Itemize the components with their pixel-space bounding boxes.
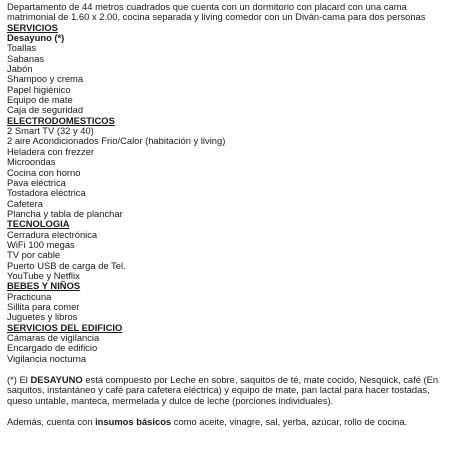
tecnologia-heading: TECNOLOGIA xyxy=(7,218,70,230)
list-item: Juguetes y libros xyxy=(7,311,78,323)
desayuno-footnote xyxy=(7,375,445,406)
list-item: Papel higiénico xyxy=(7,83,71,95)
list-item: 2 Smart TV (32 y 40) xyxy=(7,125,94,137)
list-item: Sabanas xyxy=(7,52,45,64)
list-item: TV por cable xyxy=(7,249,61,261)
list-item: YouTube y Netflix xyxy=(7,269,80,281)
insumos-prefix: Además, cuenta con xyxy=(7,416,96,428)
list-item: Vigilancia nocturna xyxy=(7,352,87,364)
list-item: Cerradura electrónica xyxy=(7,228,98,240)
list-item: Puerto USB de carga de Tel. xyxy=(7,259,126,271)
insumos-text: como aceite, vinagre, sal, yerba, azúcar, rollo de cocina. xyxy=(171,416,408,428)
insumos-paragraph xyxy=(7,417,445,427)
list-item: Plancha y tabla de planchar xyxy=(7,207,123,219)
document-body xyxy=(7,2,445,427)
electrodomesticos-heading: ELECTRODOMESTICOS xyxy=(7,114,115,126)
list-item: Cafetera xyxy=(7,197,43,209)
list-item: Pava eléctrica xyxy=(7,176,66,188)
list-item: Practicuna xyxy=(7,290,52,302)
list-item: Microondas xyxy=(7,156,56,168)
list-item: Heladera con frezzer xyxy=(7,145,95,157)
list-item: Cocina con horno xyxy=(7,166,81,178)
list-item: 2 aire Acondicionados Frio/Calor (habitación y living) xyxy=(7,135,226,147)
list-item: Caja de seguridad xyxy=(7,104,84,116)
footnote-keyword: DESAYUNO xyxy=(30,374,83,386)
insumos-keyword: insumos básicos xyxy=(95,416,172,428)
list-item: Shampoo y crema xyxy=(7,73,84,85)
intro-line-2: matrimonial de 1.60 x 2.00, cocina separada y living comedor con un Diván-cama para dos personas xyxy=(7,11,426,23)
edificio-heading: SERVICIOS DEL EDIFICIO xyxy=(7,321,123,333)
list-item: Sillita para comer xyxy=(7,300,80,312)
list-item: Toallas xyxy=(7,42,37,54)
footnote-prefix: (*) El xyxy=(7,374,31,386)
footnote-text: está compuesto por Leche en sobre, saquitos de té, mate cocido, Nesquick, café (En saquitos, instantáneo y café para cafetera eléctrica) y equipo de mate, pan lactal para hacer tostadas, queso untable, manteca, mermelada y dulce de leche (porciones individuales). xyxy=(7,374,439,406)
list-item: Equipo de mate xyxy=(7,94,73,106)
list-item: WiFi 100 megas xyxy=(7,238,75,250)
list-item: Tostadora eléctrica xyxy=(7,187,86,199)
bebes-heading: BEBES Y NIÑOS xyxy=(7,280,81,292)
desayuno-label: Desayuno (*) xyxy=(7,32,65,44)
intro-line-1: Departamento de 44 metros cuadrados que cuenta con un dormitorio con placard con una cama xyxy=(7,1,407,12)
servicios-heading: SERVICIOS xyxy=(7,21,58,33)
list-item: Encargado de edificio xyxy=(7,342,98,354)
list-item: Cámaras de vigilancia xyxy=(7,332,100,343)
list-item: Jabón xyxy=(7,63,33,75)
